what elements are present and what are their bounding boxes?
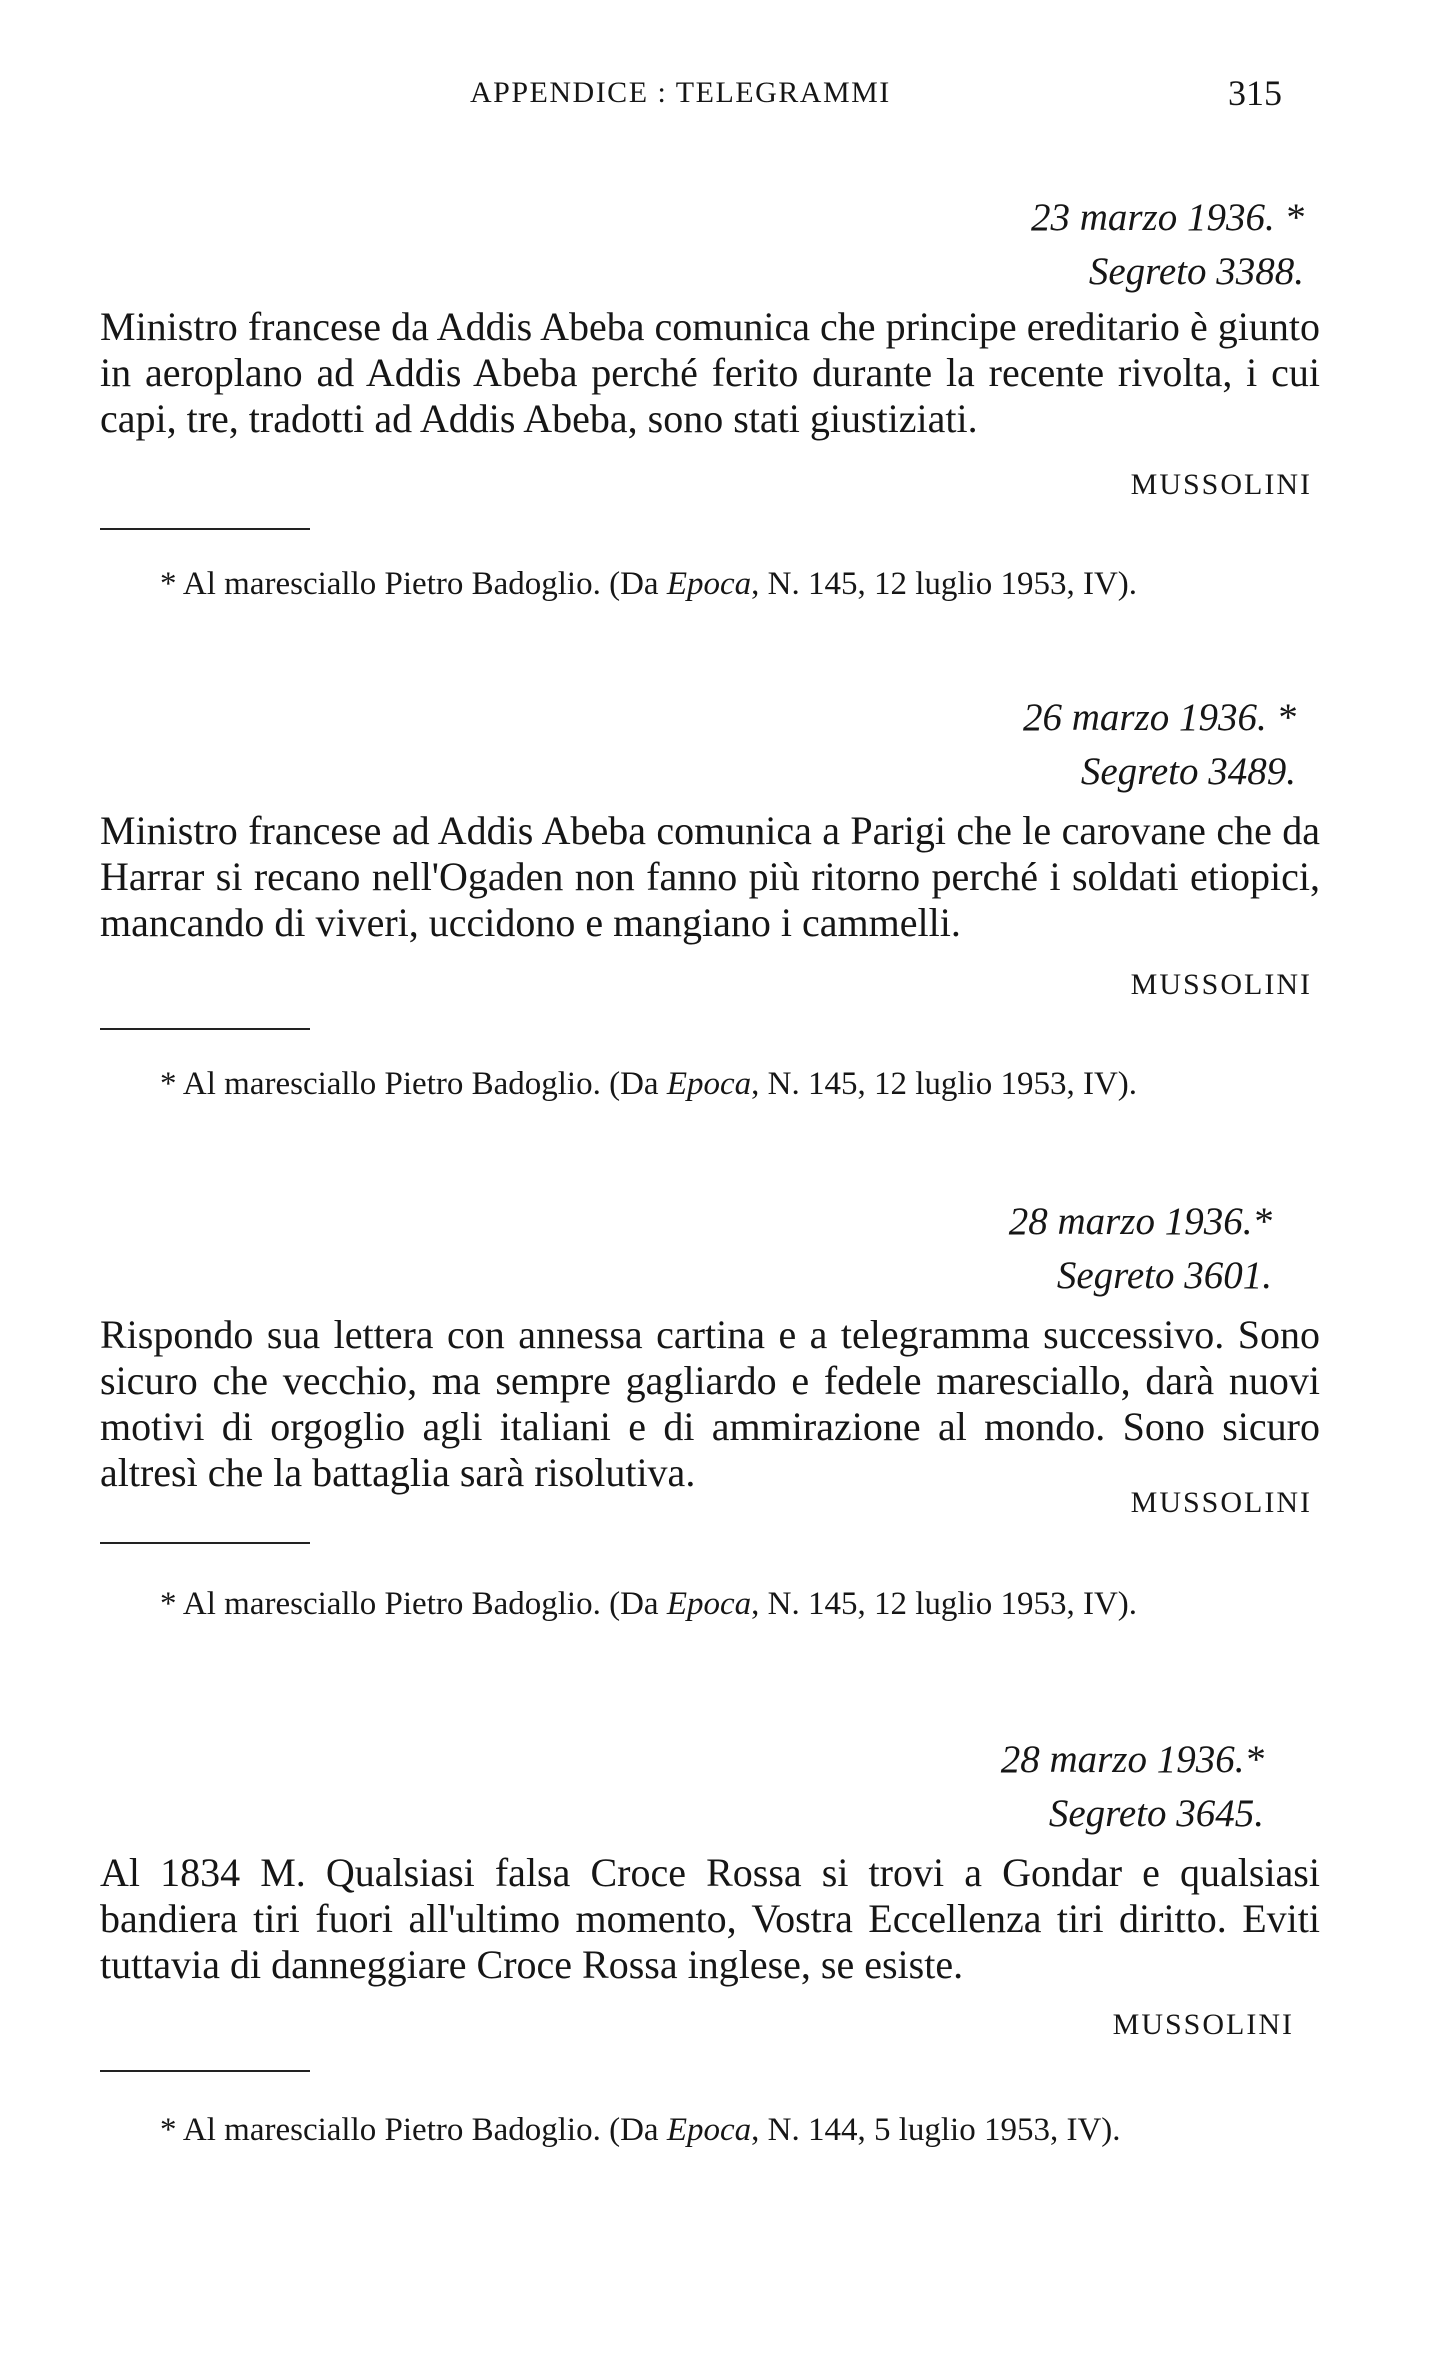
footnote-text-end: , N. 144, 5 luglio 1953, IV). <box>751 2112 1121 2148</box>
telegram-paragraph: Rispondo sua lettera con annessa cartina e a telegramma successivo. Sono sicuro che vecchio, ma sempre gagliardo e fedele maresciallo, darà nuovi motivi di orgoglio agli italiani e di ammirazione al mondo. Sono sicuro altresì che la battaglia sarà risolutiva. <box>100 1312 1320 1495</box>
footnote-rule <box>100 1542 310 1544</box>
footnote-text-end: , N. 145, 12 luglio 1953, IV). <box>751 566 1138 602</box>
telegram-date: 28 marzo 1936.* <box>1008 1200 1272 1243</box>
page-number: 315 <box>1228 73 1282 113</box>
telegram-secret-number: Segreto 3388. <box>1088 250 1304 293</box>
telegram-text <box>100 304 1320 442</box>
telegram-secret-number: Segreto 3489. <box>1080 750 1296 793</box>
telegram-paragraph: Ministro francese ad Addis Abeba comunica a Parigi che le carovane che da Harrar si recano nell'Ogaden non fanno più ritorno perché i soldati etiopici, mancando di viveri, uccidono e mangiano i cammelli. <box>100 808 1320 945</box>
footnote-text-end: , N. 145, 12 luglio 1953, IV). <box>751 1066 1138 1102</box>
footnote-source: Epoca <box>666 1586 752 1622</box>
footnote-source: Epoca <box>666 2112 752 2148</box>
footnote-rule <box>100 2070 310 2072</box>
running-title: APPENDICE : TELEGRAMMI <box>470 76 891 109</box>
footnote-text-start: * Al maresciallo Pietro Badoglio. (Da <box>160 566 667 602</box>
telegram-paragraph: Ministro francese da Addis Abeba comunica che principe ereditario è giunto in aeroplano ad Addis Abeba perché ferito durante la recente rivolta, i cui capi, tre, tradotti ad Addis Abeba, sono stati giustiziati. <box>100 304 1320 441</box>
telegram-signature: MUSSOLINI <box>1112 2008 1294 2041</box>
telegram-text <box>100 808 1320 946</box>
footnote <box>160 1066 1137 1103</box>
telegram-signature: MUSSOLINI <box>1130 968 1312 1001</box>
footnote <box>160 1586 1137 1623</box>
footnote-text-start: * Al maresciallo Pietro Badoglio. (Da <box>160 1066 667 1102</box>
telegram-secret-number: Segreto 3645. <box>1048 1792 1264 1835</box>
footnote-source: Epoca <box>666 1066 752 1102</box>
footnote-text-start: * Al maresciallo Pietro Badoglio. (Da <box>160 1586 667 1622</box>
telegram-text <box>100 1850 1320 1988</box>
footnote-text-end: , N. 145, 12 luglio 1953, IV). <box>751 1586 1138 1622</box>
footnote-rule <box>100 528 310 530</box>
telegram-date: 23 marzo 1936. * <box>1030 196 1304 239</box>
telegram-date: 28 marzo 1936.* <box>1000 1738 1264 1781</box>
running-head <box>0 72 1448 122</box>
telegram-signature: MUSSOLINI <box>1130 468 1312 501</box>
footnote-source: Epoca <box>666 566 752 602</box>
telegram-text <box>100 1312 1320 1496</box>
telegram-secret-number: Segreto 3601. <box>1056 1254 1272 1297</box>
telegram-paragraph: Al 1834 M. Qualsiasi falsa Croce Rossa si trovi a Gondar e qualsiasi bandiera tiri fuori all'ultimo momento, Vostra Eccellenza tiri diritto. Eviti tuttavia di danneggiare Croce Rossa inglese, se esiste. <box>100 1850 1320 1987</box>
footnote-text-start: * Al maresciallo Pietro Badoglio. (Da <box>160 2112 667 2148</box>
telegram-signature: MUSSOLINI <box>1130 1486 1312 1519</box>
telegram-date: 26 marzo 1936. * <box>1022 696 1296 739</box>
footnote <box>160 566 1137 603</box>
footnote-rule <box>100 1028 310 1030</box>
footnote <box>160 2112 1121 2149</box>
